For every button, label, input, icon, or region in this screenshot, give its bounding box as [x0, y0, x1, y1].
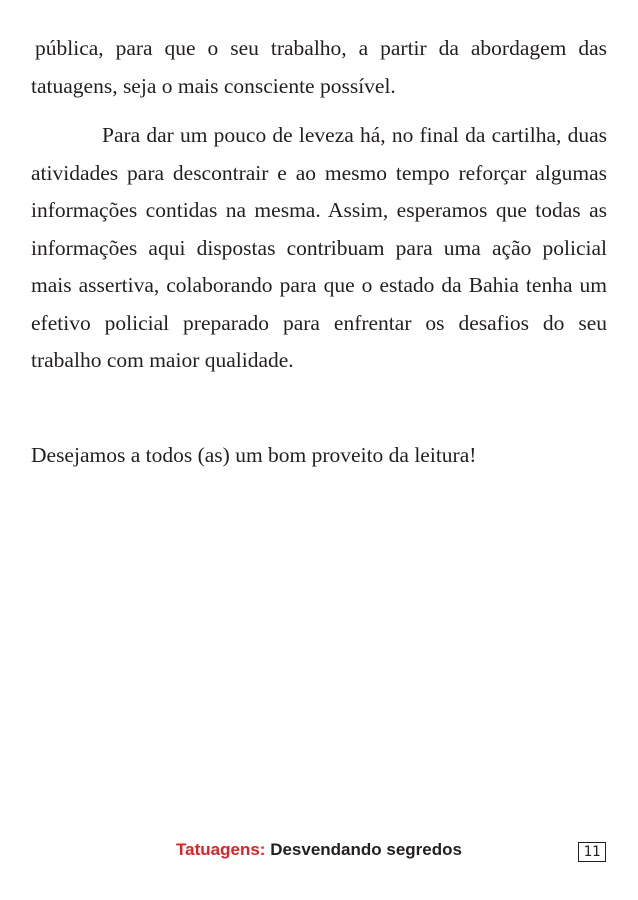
paragraph-activities: Para dar um pouco de leveza há, no final da cartilha, duas atividades para descontrair e ao mesmo tempo reforçar algumas informações contidas na mesma. Assim, esperamos que todas as informações aqui dispostas contribuam para uma ação policial mais assertiva, colaborando para que o estado da Bahia tenha um efetivo policial preparado para enfrentar os desafios do seu trabalho com maior qualidade. [31, 123, 607, 372]
footer-title-accent: Tatuagens: [176, 840, 266, 859]
page-content [31, 30, 607, 474]
page-number-box: 11 [578, 842, 606, 862]
paragraph-closing-wish: Desejamos a todos (as) um bom proveito da leitura! [31, 442, 477, 467]
page-footer [0, 836, 638, 866]
paragraph-continuation: pública, para que o seu trabalho, a partir da abordagem das tatuagens, seja o mais consciente possível. [31, 36, 607, 98]
footer-book-title [0, 840, 638, 860]
footer-title-rest: Desvendando segredos [270, 840, 462, 859]
